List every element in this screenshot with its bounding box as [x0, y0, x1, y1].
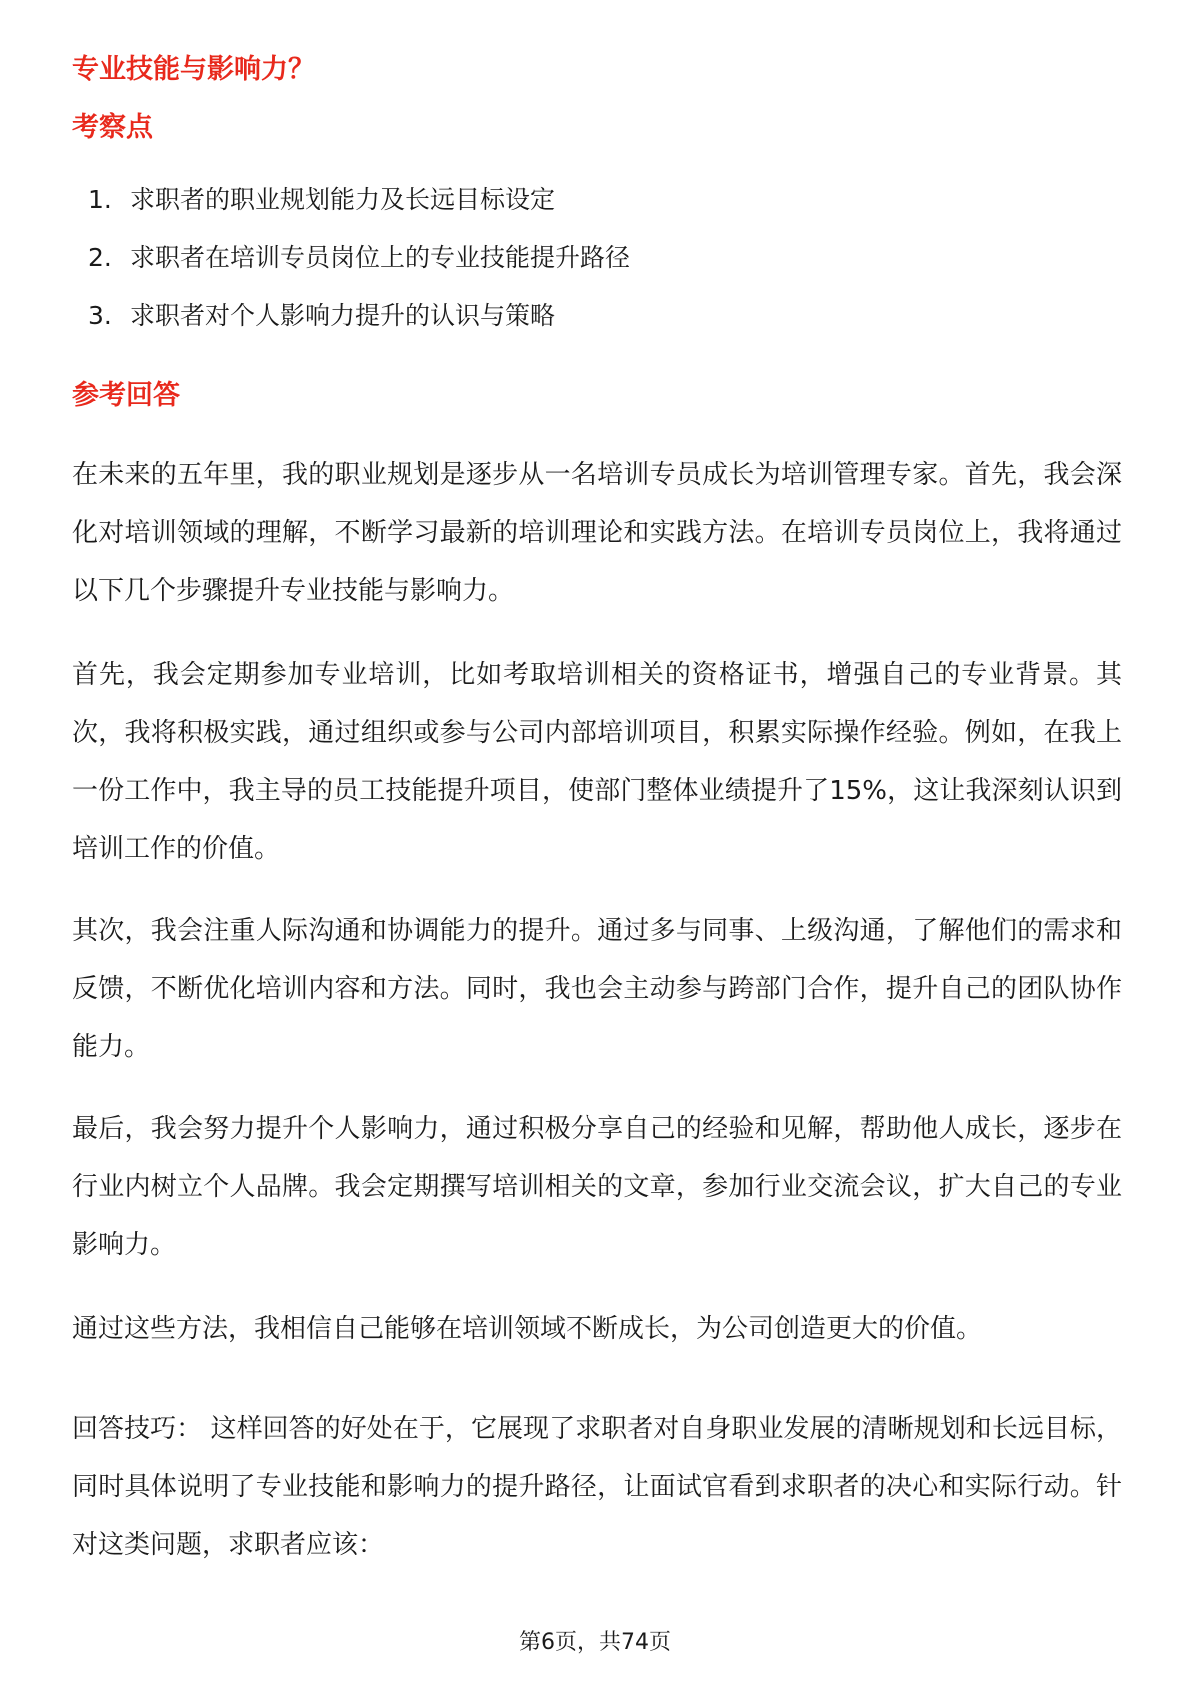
question-heading: 专业技能与影响力？ — [72, 54, 315, 85]
list-number: 3. — [88, 301, 112, 330]
answer-paragraph: 首先，我会定期参加专业培训，比如考取培训相关的资格证书，增强自己的专业背景。其次，我将积极实践，通过组织或参与公司内部培训项目，积累实际操作经验。例如，在我上一份工作中，我主导的员工技能提升项目，使部门整体业绩提升了15%，这让我深刻认识到培训工作的价值。 — [72, 660, 1122, 864]
tips-paragraph: 回答技巧： 这样回答的好处在于，它展现了求职者对自身职业发展的清晰规划和长远目标，同时具体说明了专业技能和影响力的提升路径，让面试官看到求职者的决心和实际行动。针对这类问题，求职者应该： — [72, 1414, 1122, 1560]
answer-paragraph: 其次，我会注重人际沟通和协调能力的提升。通过多与同事、上级沟通，了解他们的需求和反馈，不断优化培训内容和方法。同时，我也会主动参与跨部门合作，提升自己的团队协作能力。 — [72, 916, 1122, 1062]
list-number: 1. — [88, 185, 112, 214]
points-list — [88, 180, 630, 354]
list-text: 求职者的职业规划能力及长远目标设定 — [130, 185, 556, 214]
list-item — [88, 296, 630, 354]
answer-heading: 参考回答 — [72, 380, 180, 411]
points-heading: 考察点 — [72, 112, 153, 143]
page-footer: 第6页，共74页 — [519, 1630, 671, 1655]
list-text: 求职者在培训专员岗位上的专业技能提升路径 — [130, 243, 631, 272]
answer-paragraph: 通过这些方法，我相信自己能够在培训领域不断成长，为公司创造更大的价值。 — [72, 1314, 983, 1344]
list-item — [88, 180, 630, 238]
answer-paragraph: 在未来的五年里，我的职业规划是逐步从一名培训专员成长为培训管理专家。首先，我会深化对培训领域的理解，不断学习最新的培训理论和实践方法。在培训专员岗位上，我将通过以下几个步骤提升专业技能与影响力。 — [72, 460, 1122, 606]
list-item — [88, 238, 630, 296]
list-number: 2. — [88, 243, 112, 272]
answer-paragraph: 最后，我会努力提升个人影响力，通过积极分享自己的经验和见解，帮助他人成长，逐步在行业内树立个人品牌。我会定期撰写培训相关的文章，参加行业交流会议，扩大自己的专业影响力。 — [72, 1114, 1122, 1260]
list-text: 求职者对个人影响力提升的认识与策略 — [130, 301, 556, 330]
